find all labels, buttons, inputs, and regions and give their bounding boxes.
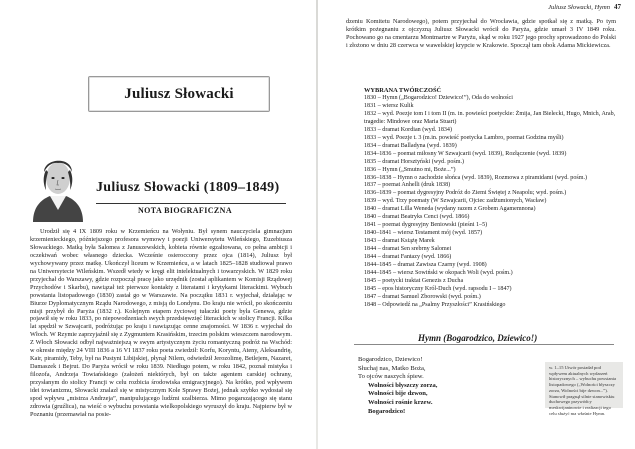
poem-line: Wolności rośnie krzew. <box>368 398 433 406</box>
works-item: 1843 – dramat Książę Marek <box>364 238 435 245</box>
works-item: 1845 – poetycki traktat Genezis z Ducha <box>364 277 464 284</box>
poem-title-rule <box>354 344 614 345</box>
works-item: 1831 – wiersz Kulik <box>364 102 414 109</box>
poem-title: Hymn (Bogarodzico, Dziewico!) <box>418 333 538 343</box>
works-item: 1844–1845 – wiersz Sowiński w okopach Woli (wyd. pośm.) <box>364 269 513 276</box>
poem-line: Słuchaj nas, Matko Boża, <box>358 364 426 372</box>
works-item: 1837 – poemat Anhelli (druk 1838) <box>364 182 451 189</box>
chapter-title: Juliusz Słowacki <box>124 85 234 102</box>
poem-line: Bogarodzico! <box>368 407 406 415</box>
page-number: 47 <box>614 3 621 11</box>
running-head-title: Juliusz Słowacki, Hymn <box>548 4 610 11</box>
works-item: 1835 – dramat Horsztyński (wyd. pośm.) <box>364 158 465 165</box>
works-item: 1840 – dramat Beatryks Cenci (wyd. 1866) <box>364 214 470 221</box>
running-header <box>548 3 621 11</box>
poem-line: Wolności bije dzwon, <box>368 390 428 398</box>
works-item: 1841 – poemat dygresyjny Beniowski (pieśni 1–5) <box>364 222 488 229</box>
poem-text <box>358 356 437 416</box>
margin-note: w. 1–15 Utwór posiadał pod wpływem aktualnych wydarzeń historycznych – wybuchu powstania listopadowego („Wolności błyszczy zorza, Wolności bije dzwon...”). Stanowił pragnął silnie stanowiskiu duchowego przywódcy meskwijaninowie i realizacji tego celu służyć ma właśnie Hymn. <box>545 362 623 408</box>
works-item: 1848 – Odpowiedź na „Psalmy Przyszłości” Krasińskiego <box>364 301 506 308</box>
works-item: 1836–1839 – poemat dygresyjny Podróż do Ziemi Świętej z Neapolu; wyd. pośm.) <box>364 190 567 197</box>
works-item: 1840 – dramat Lilla Weneda (wydany razem z Grobem Agamemnona) <box>364 206 536 213</box>
works-item: 1832 – wyd. Poezje tom I i tom II (m. in. powieści poetyckie: Żmija, Jan Bielecki, Hugo, Mnich, Arab, tragedie: Mindowe oraz Maria Stuart) <box>364 110 616 125</box>
works-item: 1834–1836 – poemat miłosny W Szwajcarii (wyd. 1839), Rozłączenie (wyd. 1839) <box>364 150 567 157</box>
works-item: 1830 – Hymn („Bogarodzico! Dziewico!”), Oda do wolności <box>364 95 513 101</box>
biography-paragraph: Urodził się 4 IX 1809 roku w Krzemieńcu na Wołyniu. Był synem nauczyciela gimnazjum krzemienieckiego, późniejszego profesora wymowy i poezji Uniwersytetu Wileńskiego, Euzebiusza Słowackiego. Matką była Salomea z Januszewskich, kobieta równie egzaltowana, co pełna ambicji i oczekiwań wobec własnego dziecka. Wcześnie osieroccony przez ojca (1814), Juliusz był wychowywany przez matkę. Ukończył liceum w Krzemieńcu, a w latach 1825–1828 studiował prawo na Uniwersytecie Wileńskim. Wszedł wtedy w kręgi elit intelektualnych i towarzyskich. W 1829 roku przyjechał do Warszawy, gdzie rozpoczął pracę jako urzędnik (został aplikantem w Komisji Rządowej Przychodów i Skarbu), nawiązał też pierwsze kontakty z literatami i krytykami literackimi. Wybuch powstania listopadowego (1830) zastał go w Warszawie. Na początku 1831 r. wyjechał, działając w Biurze Dyplomatycznym Rządu Narodowego, z misją do Londynu. Do kraju nie wrócił, po skończeniu misji przybył do Paryża (1832 r.). Kolejnym etapem życiowej tułaczki poety była Genewa, gdzie pojawił się w roku 1833, po niepowodzeniach swych przedsięwzięć literackich w stolicy Francji. Kilka lat spędził w Szwajcarii, podróżując po kraju i nawiązując cenne znajomości. W 1836 r. wyjechał do Włoch. W Rzymie zaprzyjaźnił się z Zygmuntem Krasińskim, trzecim polskim wieszczem narodowym. Z Włoch Słowacki odbył najważniejszą w swym artystycznym życiu romantyczną podróż na Wschód: w okresie między 24 VIII 1836 a 16 VI 1837 roku poeta zwiedził: Korfu, Koryntu, Ateny, Aleksandrię, Kair, piramidy, Teby, był na Pustyni Libijskiej, płynął Nilem, odwiedził Jerozolimę, Betlejem, Nazaret, Damaszek i Bejrut. Do Paryża wrócił w roku 1839. Niedługo potem, w roku 1842, poznał mistyka i filozofa, Andrzeja Towiańskiego (założeń niektórych, był on także agentem carskiej ochrany, przysłanym do stolicy Francji w celu rozbicia środowiska emigracyjnego). Na krótko, pod wpływem idei towianizmu, Słowacki znalazł się w mistycznym Kole Sprawy Bożej, jednak szybko wydostał się spod wpływu „mistrza Andrzeja”, manipulującego ludźmi szalbierza. Mimo pogarszającego się stanu zdrowia (gruźlica), na wieść o wybuchu powstania wielkopolskiego wyruszył do kraju. Najpierw był w Poznaniu (przemawiał na posie- <box>30 228 292 418</box>
author-heading: Juliusz Słowacki (1809–1849) <box>96 180 280 195</box>
poem-line: To ojców naszych śpiew. <box>358 373 424 381</box>
right-page <box>318 0 635 449</box>
poem-line: Bogarodzico, Dziewico! <box>358 356 423 363</box>
poem-line: Wolności błyszczy zorza, <box>368 381 438 389</box>
title-box <box>88 76 270 112</box>
works-item: 1834 – dramat Balladyna (wyd. 1839) <box>364 142 457 149</box>
works-item: 1836–1838 – Hymn o zachodzie słońca (wyd. 1839), Rozmowa z piramidami (wyd. pośm.) <box>364 174 588 181</box>
works-item: 1833 – wyd. Poezje t. 3 (m.in. powieść poetycka Lambro, poemat Godzina myśli) <box>364 134 564 141</box>
works-item: 1839 – wyd. Trzy poematy (W Szwajcarii, Ojciec zadżumionych, Wacław) <box>364 198 547 205</box>
works-item: 1836 – Hymn („Smutno mi, Boże...”) <box>364 166 456 173</box>
works-item: 1844–1845 – dramat Zawisza Czarny (wyd. 1908) <box>364 262 487 269</box>
left-page <box>0 0 316 449</box>
works-item: 1840–1841 – wiersz Testament mój (wyd. 1857) <box>364 230 483 237</box>
works-item: 1844 – dramat Sen srebrny Salomei <box>364 246 452 253</box>
works-item: 1844 – dramat Fantazy (wyd. 1866) <box>364 254 452 261</box>
works-item: 1833 – dramat Kordian (wyd. 1834) <box>364 126 453 133</box>
works-item: 1845 – epos historyczny Król-Duch (wyd. rapsodu I – 1847) <box>364 285 512 292</box>
biography-text <box>30 228 292 419</box>
portrait-illustration <box>28 150 88 222</box>
biography-continuation: dzeniu Komitetu Narodowego), potem przyjechał do Wrocławia, gdzie spotkał się z matką. Po tym krótkim pożegnaniu z ojczyzną Juliusz Słowacki wrócił do Paryża, gdzie umarł 3 IV 1849 roku. Pochowano go na cmentarzu Montmartre w Paryżu, skąd w roku 1927 jego prochy sprowadzono do Polski i złożono w dniu 28 czerwca w wawelskiej krypcie w Krakowie. Spoczął tam obok Adama Mickiewicza. <box>346 18 616 49</box>
works-list <box>364 95 616 310</box>
section-subtitle: NOTA BIOGRAFICZNA <box>138 206 232 215</box>
works-heading: WYBRANA TWÓRCZOŚĆ <box>364 87 442 94</box>
heading-rule <box>96 203 286 204</box>
works-item: 1847 – dramat Samuel Zborowski (wyd. pośm.) <box>364 293 481 300</box>
